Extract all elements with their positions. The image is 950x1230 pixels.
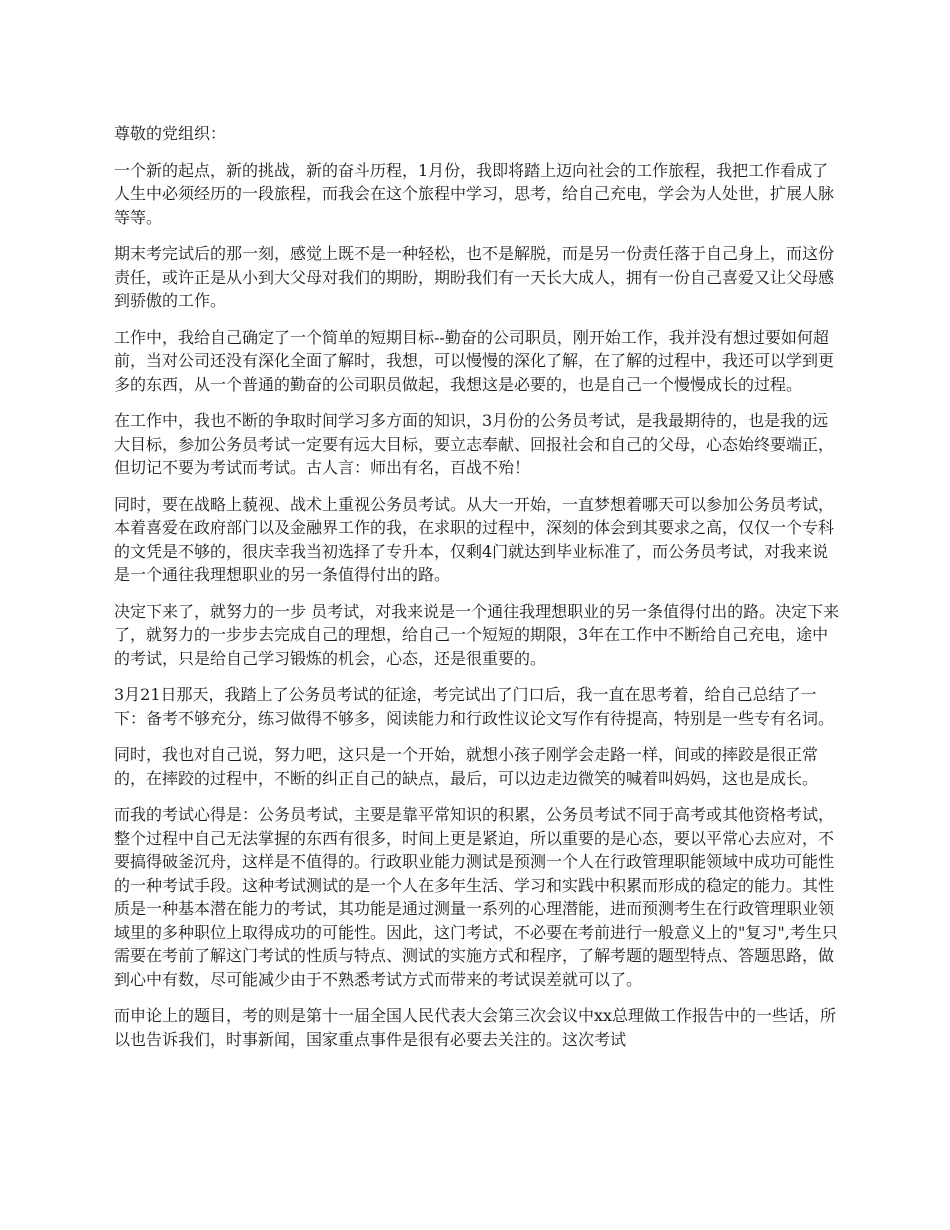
paragraph-4: 在工作中，我也不断的争取时间学习多方面的知识，3月份的公务员考试，是我最期待的，也是我的远大目标，参加公务员考试一定要有远大目标，要立志奉献、回报社会和自己的父母，心态始终要端正，但切记不要为考试而考试。古人言：师出有名，百战不殆！ (114, 411, 835, 477)
paragraph-10: 而申论上的题目，考的则是第十一届全国人民代表大会第三次会议中xx总理做工作报告中的一些话，所以也告诉我们，时事新闻，国家重点事件是很有必要去关注的。这次考试 (114, 1006, 837, 1049)
salutation: 尊敬的党组织： (114, 124, 227, 143)
paragraph-3: 工作中，我给自己确定了一个简单的短期目标--勤奋的公司职员，刚开始工作，我并没有想过要如何超前，当对公司还没有深化全面了解时，我想，可以慢慢的深化了解，在了解的过程中，我还可以学到更多的东西，从一个普通的勤奋的公司职员做起，我想这是必要的，也是自己一个慢慢成长的过程。 (114, 327, 835, 394)
paragraph-1: 一个新的起点，新的挑战，新的奋斗历程，1月份，我即将踏上迈向社会的工作旅程，我把工作看成了人生中必须经历的一段旅程，而我会在这个旅程中学习，思考，给自己充电，学会为人处世，扩展人脉等等。 (114, 160, 835, 227)
paragraph-6: 决定下来了，就努力的一步 员考试，对我来说是一个通往我理想职业的另一条值得付出的路。决定下来了，就努力的一步步去完成自己的理想，给自己一个短短的期限，3年在工作中不断给自己充电，途中的考试，只是给自己学习锻炼的机会，心态，还是很重要的。 (114, 601, 840, 668)
paragraph-5: 同时，要在战略上藐视、战术上重视公务员考试。从大一开始，一直梦想着哪天可以参加公务员考试，本着喜爱在政府部门以及金融界工作的我，在求职的过程中，深刻的体会到其要求之高，仅仅一个专科的文凭是不够的，很庆幸我当初选择了专升本，仅剩4门就达到毕业标准了，而公务员考试，对我来说是一个通往我理想职业的另一条值得付出的路。 (114, 494, 835, 584)
document-page (114, 122, 840, 1064)
paragraph-2: 期末考完试后的那一刻，感觉上既不是一种轻松，也不是解脱，而是另一份责任落于自己身上，而这份责任，或许正是从小到大父母对我们的期盼，期盼我们有一天长大成人，拥有一份自己喜爱又让父母感到骄傲的工作。 (114, 244, 835, 310)
paragraph-8: 同时，我也对自己说，努力吧，这只是一个开始，就想小孩子刚学会走路一样，间或的摔跤是很正常的，在摔跤的过程中，不断的纠正自己的缺点，最后，可以边走边微笑的喊着叫妈妈，这也是成长。 (114, 745, 819, 788)
paragraph-9: 而我的考试心得是：公务员考试，主要是靠平常知识的积累，公务员考试不同于高考或其他资格考试，整个过程中自己无法掌握的东西有很多，时间上更是紧迫，所以重要的是心态，要以平常心去应对，不要搞得破釜沉舟，这样是不值得的。行政职业能力测试是预测一个人在行政管理职能领域中成功可能性的一种考试手段。这种考试测试的是一个人在多年生活、学习和实践中积累而形成的稳定的能力。其性质是一种基本潜在能力的考试，其功能是通过测量一系列的心理潜能，进而预测考生在行政管理职业领域里的多种职位上取得成功的可能性。因此，这门考试，不必要在考前进行一般意义上的"复习",考生只需要在考前了解这门考试的性质与特点、测试的实施方式和程序，了解考题的题型特点、答题思路，做到心中有数，尽可能减少由于不熟悉考试方式而带来的考试误差就可以了。 (114, 805, 838, 989)
paragraph-7: 3月21日那天，我踏上了公务员考试的征途，考完试出了门口后，我一直在思考着，给自己总结了一下：备考不够充分，练习做得不够多，阅读能力和行政性议论文写作有待提高，特别是一些专有名词。 (114, 685, 835, 728)
